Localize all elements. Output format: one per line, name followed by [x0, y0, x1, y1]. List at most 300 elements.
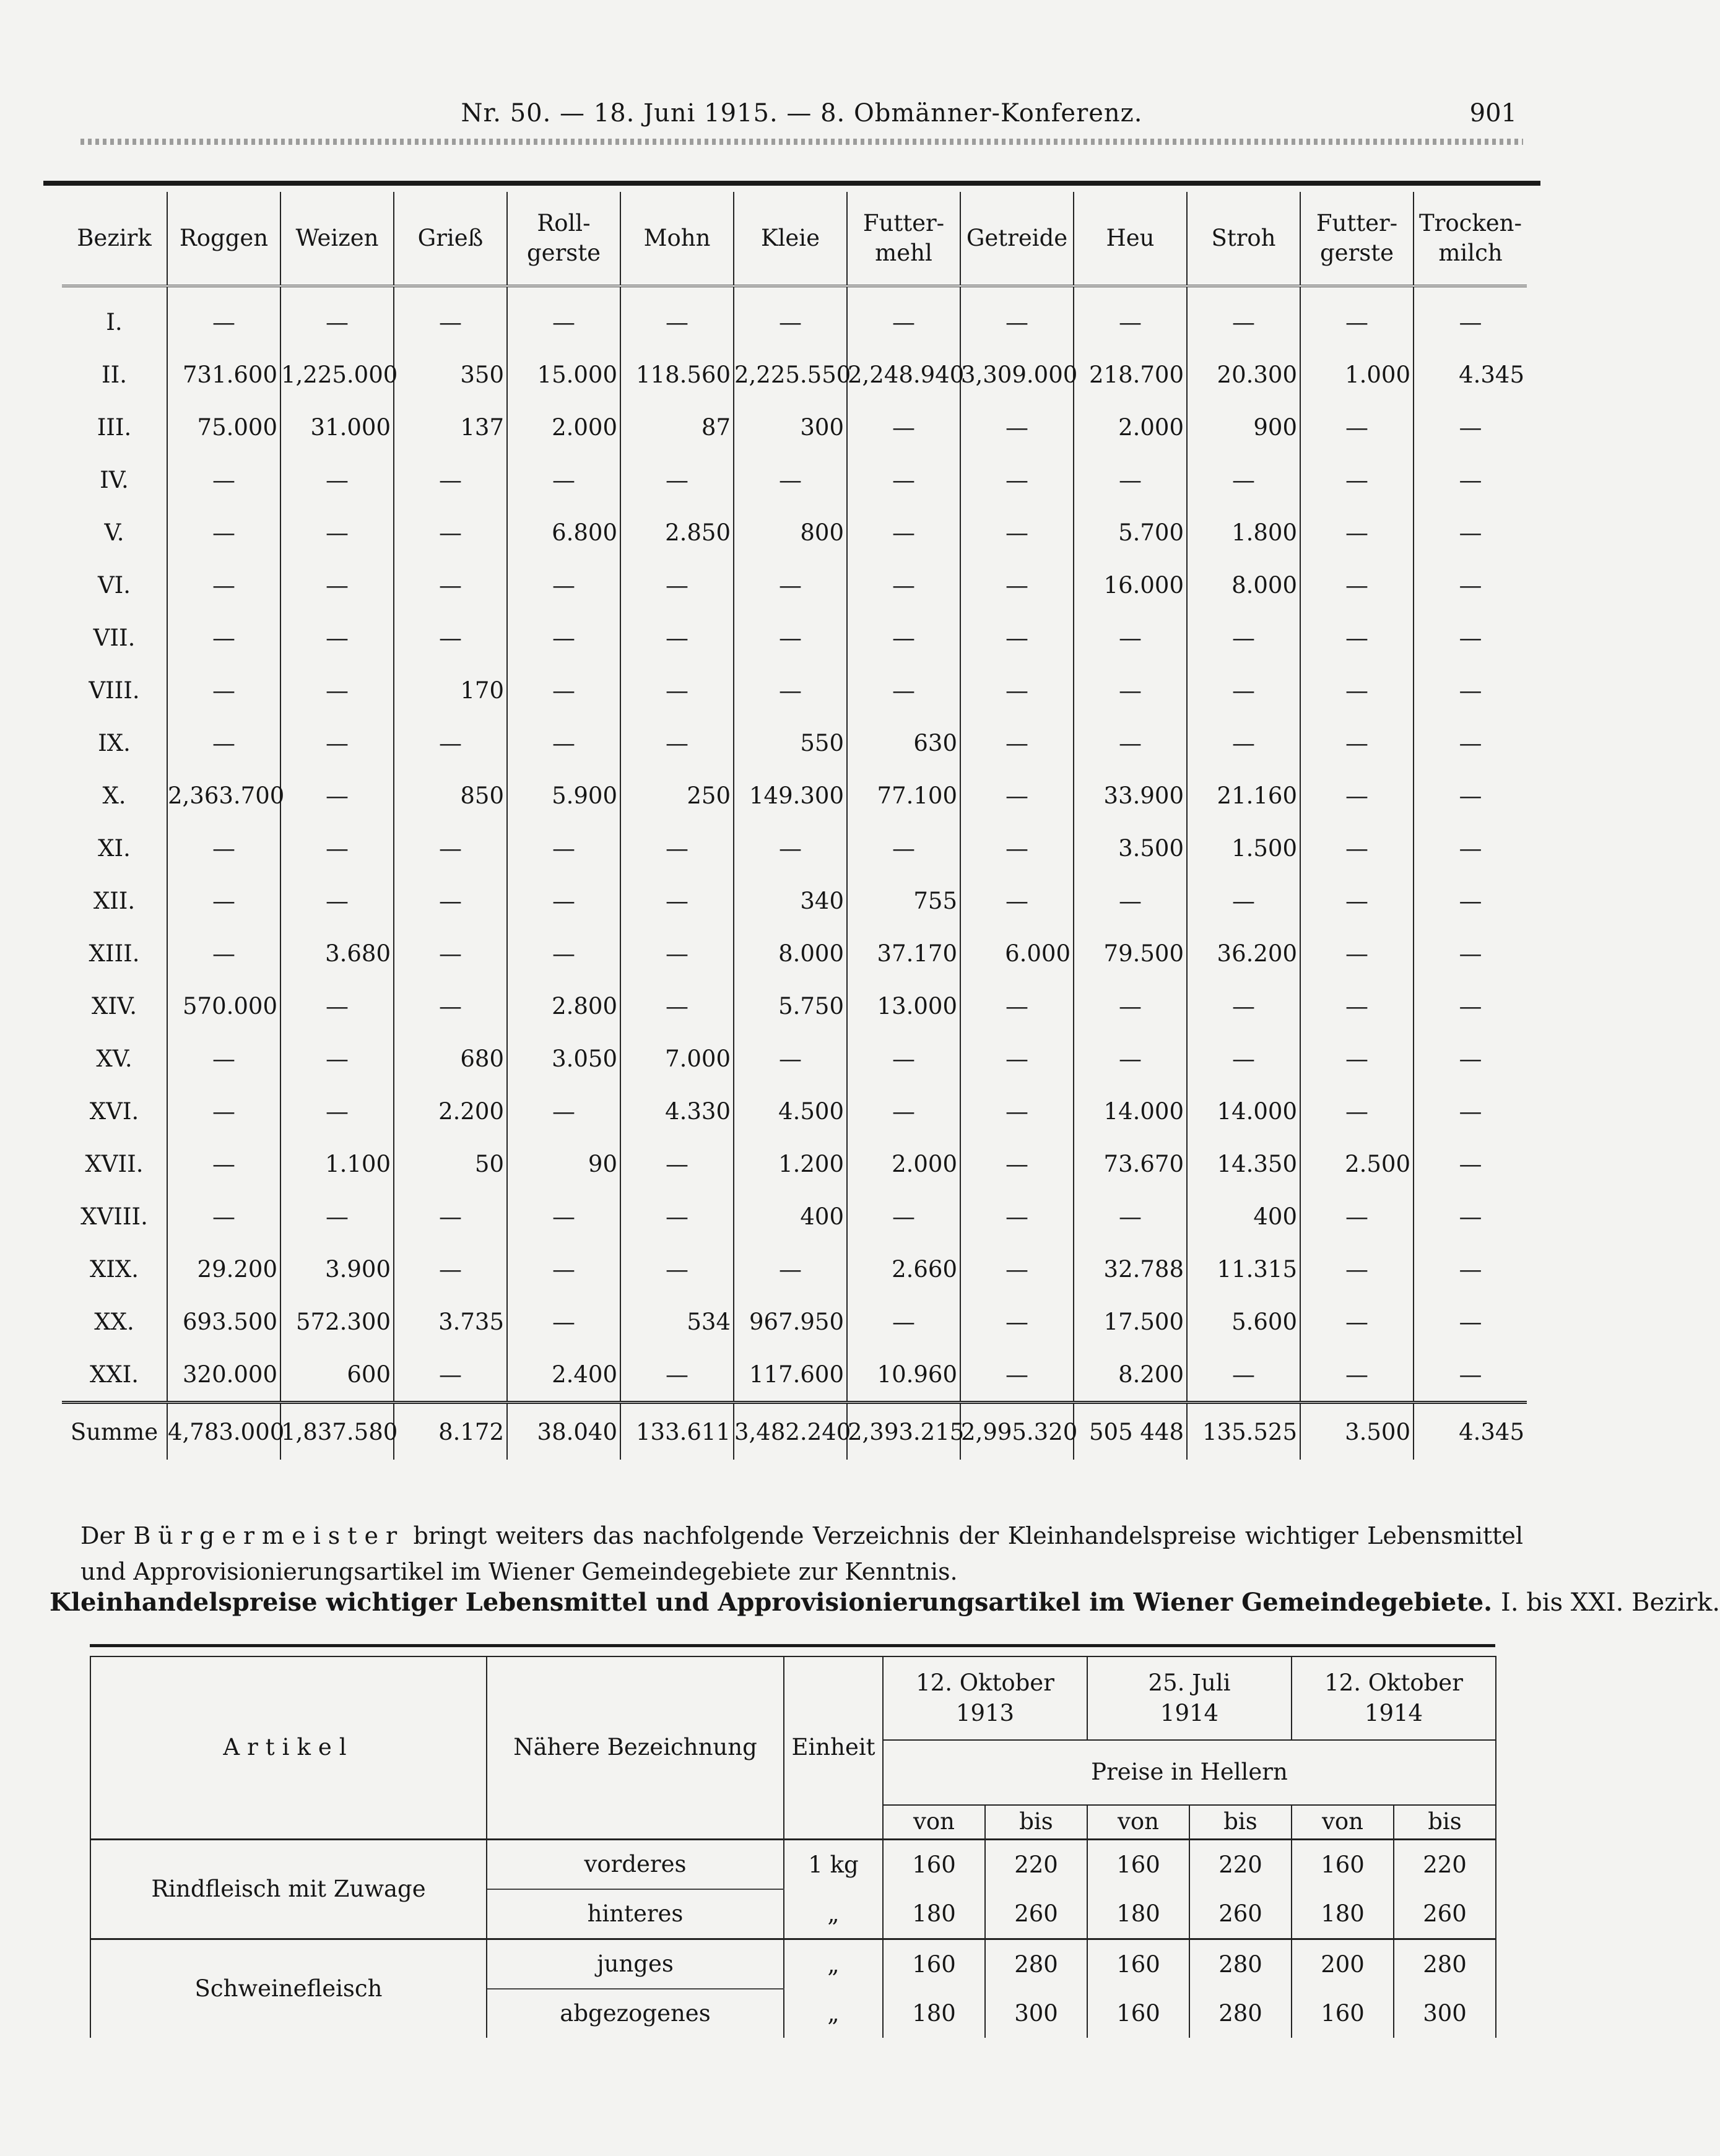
- table-cell: —: [1300, 401, 1414, 454]
- table-cell: 79.500: [1074, 927, 1187, 980]
- table-cell: —: [1414, 927, 1527, 980]
- district-label: II.: [102, 361, 127, 388]
- von-header: von: [1292, 1805, 1394, 1839]
- date-1913: [883, 1656, 1087, 1740]
- table-cell: 572.300: [280, 1296, 394, 1348]
- table-cell: 2,393.215: [847, 1403, 960, 1460]
- table-cell: —: [620, 875, 734, 927]
- table-cell: 77.100: [847, 769, 960, 822]
- table-cell: —: [960, 1085, 1074, 1138]
- table-cell: —: [1414, 769, 1527, 822]
- table-cell: 534: [620, 1296, 734, 1348]
- table-cell: —: [1300, 506, 1414, 559]
- page-header: [80, 99, 1523, 142]
- table-cell: —: [167, 286, 280, 349]
- table-cell: —: [960, 454, 1074, 506]
- table-cell: —: [507, 1190, 620, 1243]
- table-cell: 73.670: [1074, 1138, 1187, 1190]
- district-label: XXI.: [89, 1361, 139, 1388]
- table-cell: —: [167, 612, 280, 664]
- table-cell: 118.560: [620, 349, 734, 401]
- distribution-body: [62, 286, 1527, 1460]
- table-cell: —: [1187, 454, 1300, 506]
- table-cell: 1.500: [1187, 822, 1300, 875]
- table-cell: 600: [280, 1348, 394, 1403]
- artikel-name: Schweinefleisch: [90, 1939, 487, 2038]
- table-cell: 36.200: [1187, 927, 1300, 980]
- price-value: 260: [1394, 1889, 1496, 1939]
- table-cell: 218.700: [1074, 349, 1187, 401]
- price-value: 280: [1189, 1939, 1292, 1989]
- table-cell: —: [960, 980, 1074, 1033]
- district-row: [62, 506, 1527, 559]
- table-cell: —: [1187, 717, 1300, 769]
- table-cell: 2,995.320: [960, 1403, 1074, 1460]
- table-cell: 149.300: [734, 769, 847, 822]
- table-cell: 3.680: [280, 927, 394, 980]
- table-cell: —: [280, 1190, 394, 1243]
- table-cell: —: [507, 664, 620, 717]
- district-label: XIV.: [92, 993, 137, 1020]
- district-row: [62, 454, 1527, 506]
- table-cell: 1.800: [1187, 506, 1300, 559]
- table-cell: —: [620, 1348, 734, 1403]
- table-cell: —: [1074, 612, 1187, 664]
- mayor-paragraph: [80, 1518, 1523, 1590]
- table-cell: 2.400: [507, 1348, 620, 1403]
- table-cell: —: [847, 822, 960, 875]
- table-cell: —: [1300, 822, 1414, 875]
- table-cell: —: [620, 980, 734, 1033]
- table-cell: —: [734, 454, 847, 506]
- district-label: III.: [97, 414, 132, 441]
- table-cell: —: [394, 612, 507, 664]
- price-title-suffix: I. bis XXI. Bezirk.: [1501, 1588, 1720, 1617]
- von-header: von: [1087, 1805, 1189, 1839]
- district-label: XIX.: [89, 1256, 139, 1283]
- table-cell: —: [507, 927, 620, 980]
- bis-header: bis: [1394, 1805, 1496, 1839]
- table-cell: —: [1300, 1190, 1414, 1243]
- distribution-header-row: [62, 192, 1527, 286]
- table-cell: —: [734, 1033, 847, 1085]
- district-label: X.: [102, 782, 126, 809]
- table-cell: —: [960, 664, 1074, 717]
- table-cell: —: [280, 980, 394, 1033]
- table-cell: 967.950: [734, 1296, 847, 1348]
- table-cell: —: [620, 1243, 734, 1296]
- table-cell: 5.750: [734, 980, 847, 1033]
- price-value: 280: [1394, 1939, 1496, 1989]
- district-label: Summe: [62, 1403, 167, 1460]
- table-cell: —: [507, 717, 620, 769]
- price-title-main: Kleinhandelspreise wichtiger Lebensmittel und Approvisionierungsartikel im Wiener Gemeindegebiete.: [50, 1588, 1493, 1617]
- table-cell: —: [507, 454, 620, 506]
- table-cell: —: [507, 1296, 620, 1348]
- table-cell: —: [1300, 717, 1414, 769]
- table-cell: —: [960, 559, 1074, 612]
- table-cell: —: [280, 286, 394, 349]
- table-cell: —: [960, 1296, 1074, 1348]
- page-number: 901: [1469, 99, 1517, 128]
- district-row: [62, 559, 1527, 612]
- date-jul-1914-label: 25. Juli 1914: [1148, 1669, 1231, 1726]
- district-label: XVI.: [89, 1098, 139, 1125]
- table-cell: —: [960, 822, 1074, 875]
- table-cell: —: [1300, 769, 1414, 822]
- district-row: [62, 1348, 1527, 1403]
- district-row: [62, 286, 1527, 349]
- table-cell: 137: [394, 401, 507, 454]
- table-cell: 20.300: [1187, 349, 1300, 401]
- table-cell: 1.200: [734, 1138, 847, 1190]
- district-row: [62, 664, 1527, 717]
- price-value: 160: [1087, 1939, 1189, 1989]
- table-cell: 3,482.240: [734, 1403, 847, 1460]
- table-cell: —: [847, 559, 960, 612]
- price-table: [90, 1656, 1496, 2038]
- table-cell: —: [734, 559, 847, 612]
- table-cell: 693.500: [167, 1296, 280, 1348]
- table-cell: —: [1074, 717, 1187, 769]
- table-cell: —: [167, 927, 280, 980]
- table-cell: —: [960, 1138, 1074, 1190]
- table-cell: 15.000: [507, 349, 620, 401]
- price-value: 160: [1087, 1989, 1189, 2038]
- table-cell: 4.500: [734, 1085, 847, 1138]
- district-row: [62, 1190, 1527, 1243]
- table-cell: 340: [734, 875, 847, 927]
- table-cell: —: [1074, 664, 1187, 717]
- table-cell: —: [847, 506, 960, 559]
- table-cell: —: [1414, 286, 1527, 349]
- table-cell: 3.735: [394, 1296, 507, 1348]
- table-cell: —: [167, 1085, 280, 1138]
- table-cell: —: [167, 506, 280, 559]
- district-row: [62, 1296, 1527, 1348]
- table-cell: 29.200: [167, 1243, 280, 1296]
- table-cell: —: [394, 927, 507, 980]
- table-cell: —: [1414, 506, 1527, 559]
- table-cell: —: [847, 1033, 960, 1085]
- district-row: [62, 980, 1527, 1033]
- table-cell: 2.000: [1074, 401, 1187, 454]
- table-cell: 800: [734, 506, 847, 559]
- table-cell: —: [280, 454, 394, 506]
- district-label: XI.: [98, 835, 131, 862]
- table-cell: 8.172: [394, 1403, 507, 1460]
- table-cell: 4.345: [1414, 349, 1527, 401]
- table-cell: —: [620, 286, 734, 349]
- district-label: XVII.: [85, 1151, 144, 1177]
- table-cell: —: [507, 612, 620, 664]
- table-cell: 850: [394, 769, 507, 822]
- einheit: „: [784, 1939, 883, 1989]
- table-cell: 87: [620, 401, 734, 454]
- district-label: VIII.: [89, 677, 140, 704]
- price-value: 200: [1292, 1939, 1394, 1989]
- table-cell: 2.850: [620, 506, 734, 559]
- col-artikel: [90, 1656, 487, 1839]
- table-cell: —: [734, 612, 847, 664]
- table-cell: —: [960, 1033, 1074, 1085]
- bezeichnung: hinteres: [487, 1889, 784, 1939]
- table-cell: —: [1414, 875, 1527, 927]
- table-cell: —: [1414, 1033, 1527, 1085]
- price-title-rule: [90, 1644, 1495, 1647]
- table-cell: 13.000: [847, 980, 960, 1033]
- district-label: VI.: [97, 572, 131, 599]
- table-cell: —: [167, 454, 280, 506]
- district-label: IV.: [100, 467, 129, 493]
- table-cell: 38.040: [507, 1403, 620, 1460]
- table-cell: —: [847, 1085, 960, 1138]
- table-cell: 1.000: [1300, 349, 1414, 401]
- header-divider: [80, 139, 1523, 145]
- von-header: von: [883, 1805, 985, 1839]
- table-cell: —: [507, 1085, 620, 1138]
- table-cell: —: [167, 717, 280, 769]
- table-cell: 2.800: [507, 980, 620, 1033]
- table-cell: 4,783.000: [167, 1403, 280, 1460]
- table-cell: 680: [394, 1033, 507, 1085]
- table-cell: 4.330: [620, 1085, 734, 1138]
- table-cell: 37.170: [847, 927, 960, 980]
- table-cell: 2,225.550: [734, 349, 847, 401]
- table-cell: 5.900: [507, 769, 620, 822]
- table-cell: —: [167, 875, 280, 927]
- table-cell: 8.200: [1074, 1348, 1187, 1403]
- table-cell: 630: [847, 717, 960, 769]
- col-header: Stroh: [1187, 192, 1300, 286]
- table-cell: —: [620, 612, 734, 664]
- col-header: Trocken- milch: [1414, 192, 1527, 286]
- table-cell: —: [734, 664, 847, 717]
- district-row: [62, 1033, 1527, 1085]
- table-cell: 7.000: [620, 1033, 734, 1085]
- paragraph-text: bringt weiters das nachfolgende Verzeichnis der Kleinhandelspreise wichtiger Lebensmittel und Approvisionierungsartikel im Wiener Gemeindegebiete zur Kenntnis.: [80, 1522, 1524, 1585]
- table-cell: —: [280, 506, 394, 559]
- table-cell: —: [1074, 875, 1187, 927]
- table-cell: —: [394, 875, 507, 927]
- col-header: Futter- mehl: [847, 192, 960, 286]
- price-value: 160: [883, 1939, 985, 1989]
- date-oct-1914-label: 12. Oktober 1914: [1324, 1669, 1463, 1726]
- table-cell: —: [847, 664, 960, 717]
- table-cell: 135.525: [1187, 1403, 1300, 1460]
- table-cell: —: [1187, 875, 1300, 927]
- col-header: Mohn: [620, 192, 734, 286]
- table-cell: —: [1414, 717, 1527, 769]
- table-cell: —: [167, 1138, 280, 1190]
- col-header: Heu: [1074, 192, 1187, 286]
- table-cell: —: [280, 875, 394, 927]
- table-cell: 5.700: [1074, 506, 1187, 559]
- table-cell: —: [280, 1033, 394, 1085]
- bis-header: bis: [1189, 1805, 1292, 1839]
- price-value: 220: [985, 1839, 1087, 1889]
- table-cell: —: [1074, 454, 1187, 506]
- table-cell: —: [167, 1033, 280, 1085]
- table-cell: —: [960, 1348, 1074, 1403]
- table-cell: 170: [394, 664, 507, 717]
- table-cell: 3.900: [280, 1243, 394, 1296]
- table-cell: —: [1300, 1085, 1414, 1138]
- table-cell: 14.350: [1187, 1138, 1300, 1190]
- district-row: [62, 875, 1527, 927]
- table-cell: 1.100: [280, 1138, 394, 1190]
- table-cell: —: [280, 559, 394, 612]
- table-cell: —: [847, 286, 960, 349]
- price-value: 260: [1189, 1889, 1292, 1939]
- table-cell: —: [507, 286, 620, 349]
- table-cell: —: [1187, 664, 1300, 717]
- col-artikel-label: Artikel: [223, 1734, 354, 1761]
- table-cell: 5.600: [1187, 1296, 1300, 1348]
- artikel-name: Rindfleisch mit Zuwage: [90, 1839, 487, 1939]
- table-cell: —: [1300, 927, 1414, 980]
- table-cell: 32.788: [1074, 1243, 1187, 1296]
- table-cell: —: [960, 1190, 1074, 1243]
- district-label: XVIII.: [80, 1203, 148, 1230]
- table-cell: 2.000: [507, 401, 620, 454]
- table-cell: —: [280, 612, 394, 664]
- price-value: 280: [1189, 1989, 1292, 2038]
- table-cell: —: [1414, 612, 1527, 664]
- table-cell: —: [1300, 1348, 1414, 1403]
- district-label: I.: [106, 309, 123, 336]
- table-cell: —: [620, 717, 734, 769]
- col-header: Getreide: [960, 192, 1074, 286]
- district-row: [62, 822, 1527, 875]
- table-cell: —: [847, 612, 960, 664]
- price-value: 160: [883, 1839, 985, 1889]
- table-cell: —: [1300, 612, 1414, 664]
- table-cell: —: [280, 664, 394, 717]
- table-cell: —: [1414, 401, 1527, 454]
- col-header: Roggen: [167, 192, 280, 286]
- table-cell: —: [394, 822, 507, 875]
- table-cell: 3.500: [1300, 1403, 1414, 1460]
- table-cell: —: [847, 1296, 960, 1348]
- table-cell: 250: [620, 769, 734, 822]
- table-cell: —: [1414, 980, 1527, 1033]
- table-cell: 755: [847, 875, 960, 927]
- table-cell: —: [167, 664, 280, 717]
- table-cell: —: [1414, 1296, 1527, 1348]
- price-value: 220: [1189, 1839, 1292, 1889]
- sum-row: [62, 1403, 1527, 1460]
- table-cell: 8.000: [734, 927, 847, 980]
- district-row: [62, 769, 1527, 822]
- table-cell: —: [1414, 822, 1527, 875]
- table-cell: —: [847, 454, 960, 506]
- table-cell: 2,248.940: [847, 349, 960, 401]
- einheit: „: [784, 1889, 883, 1939]
- col-header: Roll- gerste: [507, 192, 620, 286]
- table-cell: 900: [1187, 401, 1300, 454]
- table-cell: —: [1300, 1033, 1414, 1085]
- table-cell: 8.000: [1187, 559, 1300, 612]
- table-cell: —: [960, 286, 1074, 349]
- table-cell: —: [394, 506, 507, 559]
- table-cell: —: [1414, 664, 1527, 717]
- table-cell: —: [280, 769, 394, 822]
- table-cell: —: [394, 1243, 507, 1296]
- table-cell: 50: [394, 1138, 507, 1190]
- district-row: [62, 717, 1527, 769]
- table-cell: —: [620, 822, 734, 875]
- price-value: 220: [1394, 1839, 1496, 1889]
- price-value: 180: [883, 1889, 985, 1939]
- table-cell: —: [1187, 1348, 1300, 1403]
- table-cell: —: [1414, 1243, 1527, 1296]
- table-cell: —: [1300, 664, 1414, 717]
- table-cell: —: [620, 927, 734, 980]
- table-cell: 2.000: [847, 1138, 960, 1190]
- table-cell: 4.345: [1414, 1403, 1527, 1460]
- table-cell: —: [1300, 454, 1414, 506]
- table-cell: 400: [734, 1190, 847, 1243]
- price-value: 280: [985, 1939, 1087, 1989]
- table-cell: —: [960, 875, 1074, 927]
- table-cell: —: [1187, 612, 1300, 664]
- table-cell: —: [1300, 980, 1414, 1033]
- table-cell: —: [1414, 454, 1527, 506]
- table-cell: 90: [507, 1138, 620, 1190]
- table-cell: —: [507, 1243, 620, 1296]
- price-body: [90, 1839, 1496, 2038]
- table-cell: 11.315: [1187, 1243, 1300, 1296]
- table-cell: 2.500: [1300, 1138, 1414, 1190]
- table-cell: 3.050: [507, 1033, 620, 1085]
- table-cell: 14.000: [1074, 1085, 1187, 1138]
- district-row: [62, 401, 1527, 454]
- table-cell: —: [960, 1243, 1074, 1296]
- table-cell: —: [394, 559, 507, 612]
- price-value: 300: [1394, 1989, 1496, 2038]
- table-cell: —: [960, 769, 1074, 822]
- col-einheit: Einheit: [784, 1656, 883, 1839]
- table-cell: 31.000: [280, 401, 394, 454]
- table-cell: 10.960: [847, 1348, 960, 1403]
- table-cell: —: [1074, 1033, 1187, 1085]
- table-cell: —: [1187, 980, 1300, 1033]
- table-cell: —: [1414, 1190, 1527, 1243]
- table-cell: —: [620, 664, 734, 717]
- table-cell: 505 448: [1074, 1403, 1187, 1460]
- date-1913-label: 12. Oktober 1913: [916, 1669, 1054, 1726]
- date-jul-1914: [1087, 1656, 1292, 1740]
- col-header: Grieß: [394, 192, 507, 286]
- paragraph-spaced: Bürgermeister: [133, 1522, 405, 1549]
- col-header: Futter- gerste: [1300, 192, 1414, 286]
- table-cell: —: [1414, 559, 1527, 612]
- table-cell: 2,363.700: [167, 769, 280, 822]
- table-cell: 33.900: [1074, 769, 1187, 822]
- table-cell: —: [847, 401, 960, 454]
- district-row: [62, 1243, 1527, 1296]
- table-cell: 570.000: [167, 980, 280, 1033]
- table-cell: —: [1300, 559, 1414, 612]
- table-cell: 3.500: [1074, 822, 1187, 875]
- price-row: [90, 1939, 1496, 1989]
- table-cell: —: [734, 1243, 847, 1296]
- district-row: [62, 1138, 1527, 1190]
- header-title: Nr. 50. — 18. Juni 1915. — 8. Obmänner-Konferenz.: [461, 99, 1143, 128]
- table-cell: 350: [394, 349, 507, 401]
- table-cell: —: [620, 454, 734, 506]
